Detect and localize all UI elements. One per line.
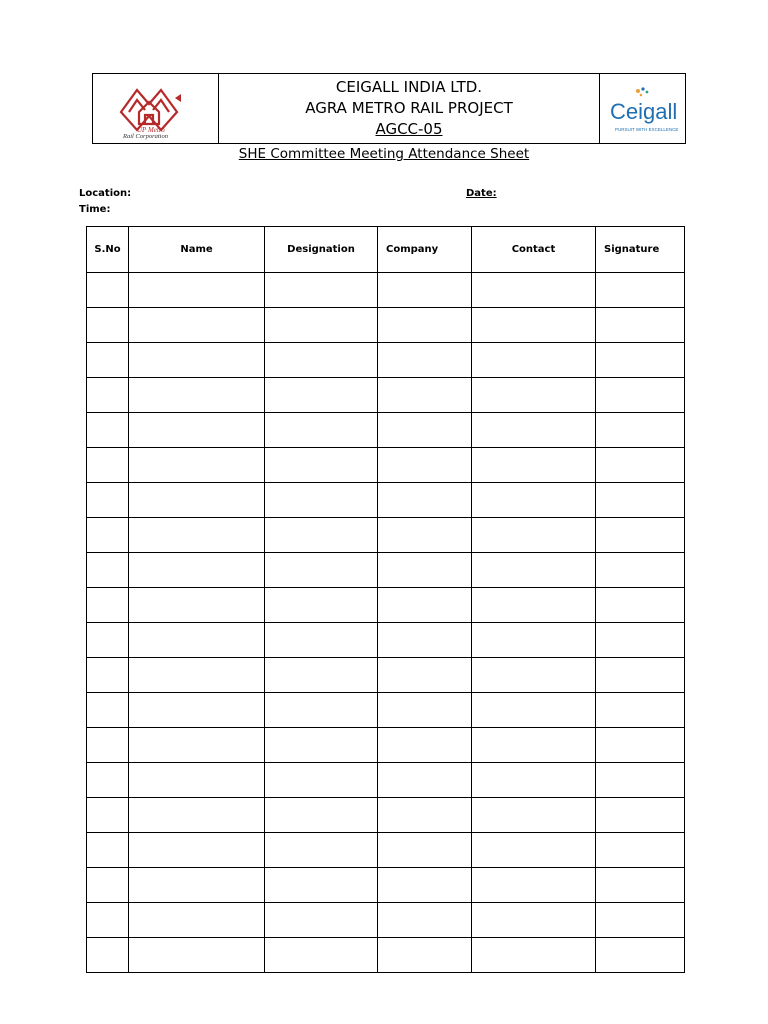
cell-company[interactable] bbox=[378, 658, 472, 693]
table-row bbox=[87, 938, 685, 973]
cell-contact[interactable] bbox=[472, 588, 596, 623]
cell-designation[interactable] bbox=[265, 693, 378, 728]
cell-signature[interactable] bbox=[596, 343, 685, 378]
table-row bbox=[87, 728, 685, 763]
cell-designation[interactable] bbox=[265, 763, 378, 798]
cell-company[interactable] bbox=[378, 938, 472, 973]
cell-contact[interactable] bbox=[472, 798, 596, 833]
cell-name[interactable] bbox=[129, 588, 265, 623]
table-row bbox=[87, 518, 685, 553]
table-header-row bbox=[87, 227, 685, 273]
cell-company[interactable] bbox=[378, 483, 472, 518]
cell-sno[interactable] bbox=[87, 658, 129, 693]
cell-sno[interactable] bbox=[87, 623, 129, 658]
cell-name[interactable] bbox=[129, 308, 265, 343]
cell-signature[interactable] bbox=[596, 518, 685, 553]
cell-contact[interactable] bbox=[472, 448, 596, 483]
cell-company[interactable] bbox=[378, 308, 472, 343]
cell-signature[interactable] bbox=[596, 588, 685, 623]
cell-sno[interactable] bbox=[87, 273, 129, 308]
cell-name[interactable] bbox=[129, 833, 265, 868]
cell-sno[interactable] bbox=[87, 798, 129, 833]
cell-company[interactable] bbox=[378, 623, 472, 658]
cell-contact[interactable] bbox=[472, 343, 596, 378]
cell-company[interactable] bbox=[378, 273, 472, 308]
cell-name[interactable] bbox=[129, 728, 265, 763]
cell-designation[interactable] bbox=[265, 938, 378, 973]
table-row bbox=[87, 833, 685, 868]
up-metro-logo-line2: Rail Corporation bbox=[123, 133, 168, 140]
cell-name[interactable] bbox=[129, 413, 265, 448]
cell-signature[interactable] bbox=[596, 868, 685, 903]
cell-sno[interactable] bbox=[87, 938, 129, 973]
cell-sno[interactable] bbox=[87, 728, 129, 763]
table-row bbox=[87, 413, 685, 448]
column-header-name: Name bbox=[129, 227, 265, 273]
table-row bbox=[87, 588, 685, 623]
cell-sno[interactable] bbox=[87, 378, 129, 413]
cell-name[interactable] bbox=[129, 763, 265, 798]
cell-contact[interactable] bbox=[472, 763, 596, 798]
cell-sno[interactable] bbox=[87, 763, 129, 798]
cell-designation[interactable] bbox=[265, 553, 378, 588]
cell-company[interactable] bbox=[378, 868, 472, 903]
cell-designation[interactable] bbox=[265, 658, 378, 693]
cell-contact[interactable] bbox=[472, 938, 596, 973]
table-row bbox=[87, 553, 685, 588]
cell-company[interactable] bbox=[378, 763, 472, 798]
contract-code: AGCC-05 bbox=[375, 120, 443, 138]
cell-name[interactable] bbox=[129, 448, 265, 483]
cell-sno[interactable] bbox=[87, 833, 129, 868]
table-row bbox=[87, 763, 685, 798]
header-titles bbox=[219, 74, 599, 143]
column-header-contact: Contact bbox=[472, 227, 596, 273]
cell-sno[interactable] bbox=[87, 518, 129, 553]
cell-name[interactable] bbox=[129, 378, 265, 413]
company-name: CEIGALL INDIA LTD. bbox=[335, 78, 483, 96]
document-title: SHE Committee Meeting Attendance Sheet bbox=[238, 146, 530, 162]
cell-sno[interactable] bbox=[87, 553, 129, 588]
cell-designation[interactable] bbox=[265, 903, 378, 938]
cell-designation[interactable] bbox=[265, 518, 378, 553]
time-label: Time: bbox=[79, 204, 111, 215]
cell-contact[interactable] bbox=[472, 623, 596, 658]
cell-signature[interactable] bbox=[596, 308, 685, 343]
cell-signature[interactable] bbox=[596, 483, 685, 518]
cell-signature[interactable] bbox=[596, 938, 685, 973]
cell-signature[interactable] bbox=[596, 273, 685, 308]
cell-sno[interactable] bbox=[87, 903, 129, 938]
cell-sno[interactable] bbox=[87, 588, 129, 623]
cell-designation[interactable] bbox=[265, 483, 378, 518]
cell-company[interactable] bbox=[378, 518, 472, 553]
project-name: AGRA METRO RAIL PROJECT bbox=[305, 99, 513, 117]
table-row bbox=[87, 798, 685, 833]
cell-sno[interactable] bbox=[87, 483, 129, 518]
column-header-company: Company bbox=[378, 227, 472, 273]
table-row bbox=[87, 623, 685, 658]
attendance-table bbox=[86, 226, 685, 973]
column-header-sno: S.No bbox=[87, 227, 129, 273]
cell-contact[interactable] bbox=[472, 378, 596, 413]
cell-contact[interactable] bbox=[472, 413, 596, 448]
cell-signature[interactable] bbox=[596, 728, 685, 763]
cell-contact[interactable] bbox=[472, 903, 596, 938]
cell-signature[interactable] bbox=[596, 763, 685, 798]
cell-designation[interactable] bbox=[265, 343, 378, 378]
cell-designation[interactable] bbox=[265, 798, 378, 833]
table-row bbox=[87, 273, 685, 308]
up-metro-logo bbox=[93, 74, 219, 143]
table-row bbox=[87, 448, 685, 483]
ceigall-logo-icon bbox=[600, 74, 684, 143]
cell-name[interactable] bbox=[129, 903, 265, 938]
cell-name[interactable] bbox=[129, 868, 265, 903]
cell-signature[interactable] bbox=[596, 448, 685, 483]
table-row bbox=[87, 658, 685, 693]
cell-name[interactable] bbox=[129, 343, 265, 378]
cell-name[interactable] bbox=[129, 938, 265, 973]
table-row bbox=[87, 483, 685, 518]
table-row bbox=[87, 868, 685, 903]
up-metro-logo-line1: UP Metro bbox=[137, 126, 165, 134]
cell-company[interactable] bbox=[378, 798, 472, 833]
cell-sno[interactable] bbox=[87, 308, 129, 343]
cell-name[interactable] bbox=[129, 273, 265, 308]
cell-contact[interactable] bbox=[472, 693, 596, 728]
cell-contact[interactable] bbox=[472, 658, 596, 693]
cell-name[interactable] bbox=[129, 553, 265, 588]
cell-contact[interactable] bbox=[472, 833, 596, 868]
ceigall-tagline: PURSUIT WITH EXCELLENCE bbox=[615, 127, 679, 132]
cell-contact[interactable] bbox=[472, 273, 596, 308]
cell-signature[interactable] bbox=[596, 553, 685, 588]
table-row bbox=[87, 343, 685, 378]
cell-contact[interactable] bbox=[472, 308, 596, 343]
cell-company[interactable] bbox=[378, 448, 472, 483]
location-label: Location: bbox=[79, 188, 132, 199]
ceigall-wordmark: Ceigall bbox=[610, 99, 678, 124]
cell-company[interactable] bbox=[378, 833, 472, 868]
cell-designation[interactable] bbox=[265, 413, 378, 448]
cell-sno[interactable] bbox=[87, 693, 129, 728]
cell-company[interactable] bbox=[378, 728, 472, 763]
cell-company[interactable] bbox=[378, 378, 472, 413]
cell-contact[interactable] bbox=[472, 553, 596, 588]
cell-contact[interactable] bbox=[472, 728, 596, 763]
cell-contact[interactable] bbox=[472, 483, 596, 518]
cell-signature[interactable] bbox=[596, 378, 685, 413]
cell-sno[interactable] bbox=[87, 448, 129, 483]
up-metro-logo-icon bbox=[93, 74, 217, 143]
cell-name[interactable] bbox=[129, 693, 265, 728]
cell-contact[interactable] bbox=[472, 518, 596, 553]
cell-name[interactable] bbox=[129, 518, 265, 553]
cell-signature[interactable] bbox=[596, 798, 685, 833]
cell-company[interactable] bbox=[378, 343, 472, 378]
cell-designation[interactable] bbox=[265, 728, 378, 763]
cell-designation[interactable] bbox=[265, 273, 378, 308]
cell-designation[interactable] bbox=[265, 833, 378, 868]
table-row bbox=[87, 308, 685, 343]
cell-sno[interactable] bbox=[87, 343, 129, 378]
cell-designation[interactable] bbox=[265, 588, 378, 623]
cell-designation[interactable] bbox=[265, 378, 378, 413]
ceigall-logo bbox=[599, 74, 685, 143]
column-header-signature: Signature bbox=[596, 227, 685, 273]
cell-company[interactable] bbox=[378, 553, 472, 588]
cell-name[interactable] bbox=[129, 483, 265, 518]
cell-designation[interactable] bbox=[265, 308, 378, 343]
document-header bbox=[92, 73, 686, 144]
cell-name[interactable] bbox=[129, 798, 265, 833]
table-row bbox=[87, 693, 685, 728]
cell-designation[interactable] bbox=[265, 448, 378, 483]
cell-sno[interactable] bbox=[87, 413, 129, 448]
cell-company[interactable] bbox=[378, 413, 472, 448]
cell-signature[interactable] bbox=[596, 623, 685, 658]
table-row bbox=[87, 903, 685, 938]
cell-company[interactable] bbox=[378, 588, 472, 623]
cell-signature[interactable] bbox=[596, 693, 685, 728]
table-row bbox=[87, 378, 685, 413]
cell-signature[interactable] bbox=[596, 833, 685, 868]
date-label: Date: bbox=[466, 188, 497, 199]
cell-company[interactable] bbox=[378, 693, 472, 728]
cell-company[interactable] bbox=[378, 903, 472, 938]
cell-designation[interactable] bbox=[265, 868, 378, 903]
cell-sno[interactable] bbox=[87, 868, 129, 903]
cell-name[interactable] bbox=[129, 658, 265, 693]
table-body bbox=[87, 273, 685, 973]
column-header-designation: Designation bbox=[265, 227, 378, 273]
cell-contact[interactable] bbox=[472, 868, 596, 903]
cell-signature[interactable] bbox=[596, 413, 685, 448]
cell-designation[interactable] bbox=[265, 623, 378, 658]
cell-signature[interactable] bbox=[596, 903, 685, 938]
cell-name[interactable] bbox=[129, 623, 265, 658]
cell-signature[interactable] bbox=[596, 658, 685, 693]
